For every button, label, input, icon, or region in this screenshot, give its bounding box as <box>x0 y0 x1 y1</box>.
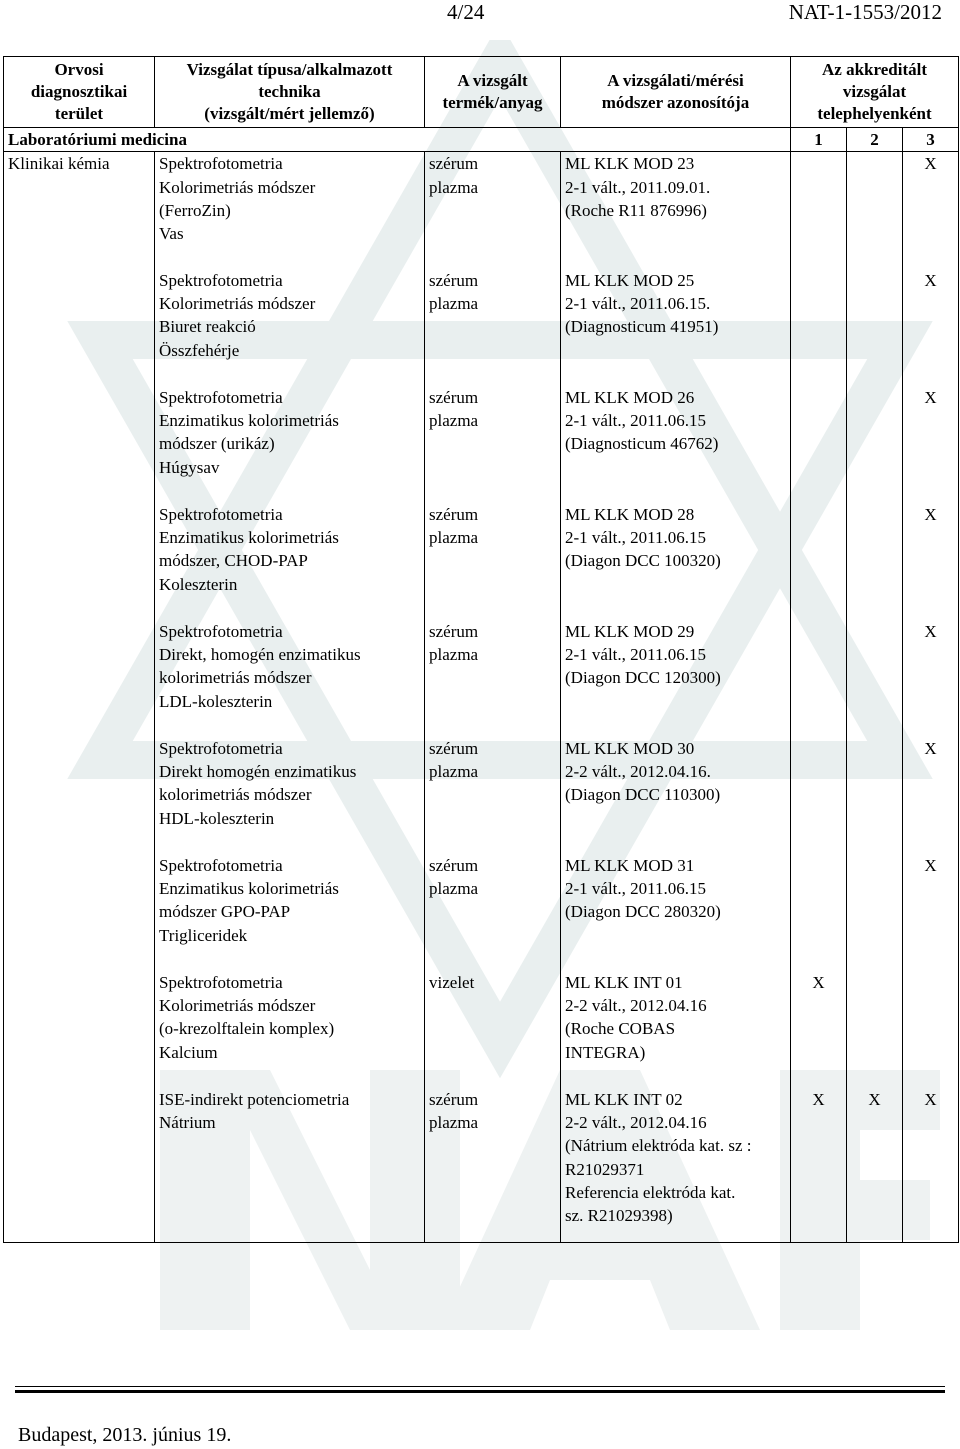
section-row <box>4 128 959 152</box>
site-3-mark: X <box>903 854 959 971</box>
area-cell <box>4 1088 155 1243</box>
table-header-row <box>4 57 959 128</box>
site-2-header: 2 <box>847 128 903 152</box>
method-id-cell: ML KLK MOD 28 2-1 vált., 2011.06.15 (Diagon DCC 100320) <box>561 503 791 620</box>
method-cell: Spektrofotometria Kolorimetriás módszer (FerroZin) Vas <box>155 152 425 269</box>
table-row <box>4 152 959 269</box>
area-cell <box>4 269 155 386</box>
col-header-accredited: Az akkreditált vizsgálat telephelyenként <box>791 57 959 128</box>
material-cell: szérum plazma <box>425 620 561 737</box>
method-cell: Spektrofotometria Enzimatikus kolorimetriás módszer (urikáz) Húgysav <box>155 386 425 503</box>
material-cell: szérum plazma <box>425 737 561 854</box>
method-id-cell: ML KLK MOD 30 2-2 vált., 2012.04.16. (Diagon DCC 110300) <box>561 737 791 854</box>
site-1-mark <box>791 503 847 620</box>
material-cell: vizelet <box>425 971 561 1088</box>
method-id-cell: ML KLK MOD 25 2-1 vált., 2011.06.15. (Diagnosticum 41951) <box>561 269 791 386</box>
table-row <box>4 269 959 386</box>
site-2-mark <box>847 737 903 854</box>
site-1-mark <box>791 620 847 737</box>
method-cell: Spektrofotometria Kolorimetriás módszer Biuret reakció Összfehérje <box>155 269 425 386</box>
site-2-mark: X <box>847 1088 903 1243</box>
method-cell: ISE-indirekt potenciometria Nátrium <box>155 1088 425 1243</box>
site-2-mark <box>847 854 903 971</box>
site-2-mark <box>847 386 903 503</box>
table-row <box>4 737 959 854</box>
table-row <box>4 620 959 737</box>
col-header-area: Orvosi diagnosztikai terület <box>4 57 155 128</box>
site-1-mark: X <box>791 971 847 1088</box>
method-id-cell: ML KLK INT 02 2-2 vált., 2012.04.16 (Nátrium elektróda kat. sz : R21029371 Referencia elektróda kat. sz. R21029398) <box>561 1088 791 1243</box>
area-cell <box>4 971 155 1088</box>
site-2-mark <box>847 152 903 269</box>
footer-rule-thick <box>15 1390 945 1393</box>
site-3-mark: X <box>903 737 959 854</box>
material-cell: szérum plazma <box>425 854 561 971</box>
material-cell: szérum plazma <box>425 1088 561 1243</box>
site-3-mark: X <box>903 386 959 503</box>
table-row <box>4 971 959 1088</box>
site-3-header: 3 <box>903 128 959 152</box>
area-cell <box>4 386 155 503</box>
section-label: Laboratóriumi medicina <box>4 128 791 152</box>
method-cell: Spektrofotometria Kolorimetriás módszer (o-krezolftalein komplex) Kalcium <box>155 971 425 1088</box>
site-2-mark <box>847 971 903 1088</box>
area-cell: Klinikai kémia <box>4 152 155 269</box>
site-1-mark <box>791 386 847 503</box>
accreditation-table <box>3 56 959 1243</box>
method-cell: Spektrofotometria Direkt homogén enzimatikus kolorimetriás módszer HDL-koleszterin <box>155 737 425 854</box>
method-cell: Spektrofotometria Direkt, homogén enzimatikus kolorimetriás módszer LDL-koleszterin <box>155 620 425 737</box>
site-1-mark: X <box>791 1088 847 1243</box>
area-cell <box>4 737 155 854</box>
site-2-mark <box>847 269 903 386</box>
footer-rule-thin <box>15 1386 945 1387</box>
site-2-mark <box>847 620 903 737</box>
method-id-cell: ML KLK MOD 31 2-1 vált., 2011.06.15 (Diagon DCC 280320) <box>561 854 791 971</box>
col-header-method: Vizsgálat típusa/alkalmazott technika (vizsgált/mért jellemző) <box>155 57 425 128</box>
table-row <box>4 854 959 971</box>
site-1-header: 1 <box>791 128 847 152</box>
site-3-mark: X <box>903 152 959 269</box>
material-cell: szérum plazma <box>425 386 561 503</box>
method-id-cell: ML KLK MOD 23 2-1 vált., 2011.09.01. (Roche R11 876996) <box>561 152 791 269</box>
method-id-cell: ML KLK INT 01 2-2 vált., 2012.04.16 (Roche COBAS INTEGRA) <box>561 971 791 1088</box>
col-header-method-id: A vizsgálati/mérési módszer azonosítója <box>561 57 791 128</box>
site-1-mark <box>791 737 847 854</box>
footer-place-date: Budapest, 2013. június 19. <box>18 1424 232 1446</box>
page-number: 4/24 <box>447 0 485 24</box>
method-id-cell: ML KLK MOD 29 2-1 vált., 2011.06.15 (Diagon DCC 120300) <box>561 620 791 737</box>
area-cell <box>4 503 155 620</box>
table-row <box>4 1088 959 1243</box>
site-1-mark <box>791 152 847 269</box>
area-cell <box>4 620 155 737</box>
col-header-material: A vizsgált termék/anyag <box>425 57 561 128</box>
site-3-mark: X <box>903 1088 959 1243</box>
method-id-cell: ML KLK MOD 26 2-1 vált., 2011.06.15 (Diagnosticum 46762) <box>561 386 791 503</box>
site-2-mark <box>847 503 903 620</box>
method-cell: Spektrofotometria Enzimatikus kolorimetriás módszer GPO-PAP Trigliceridek <box>155 854 425 971</box>
site-3-mark: X <box>903 269 959 386</box>
site-3-mark: X <box>903 620 959 737</box>
area-cell <box>4 854 155 971</box>
document-id: NAT-1-1553/2012 <box>788 0 942 24</box>
material-cell: szérum plazma <box>425 152 561 269</box>
material-cell: szérum plazma <box>425 503 561 620</box>
site-1-mark <box>791 854 847 971</box>
table-row <box>4 386 959 503</box>
material-cell: szérum plazma <box>425 269 561 386</box>
site-1-mark <box>791 269 847 386</box>
site-3-mark <box>903 971 959 1088</box>
table-row <box>4 503 959 620</box>
site-3-mark: X <box>903 503 959 620</box>
method-cell: Spektrofotometria Enzimatikus kolorimetriás módszer, CHOD-PAP Koleszterin <box>155 503 425 620</box>
